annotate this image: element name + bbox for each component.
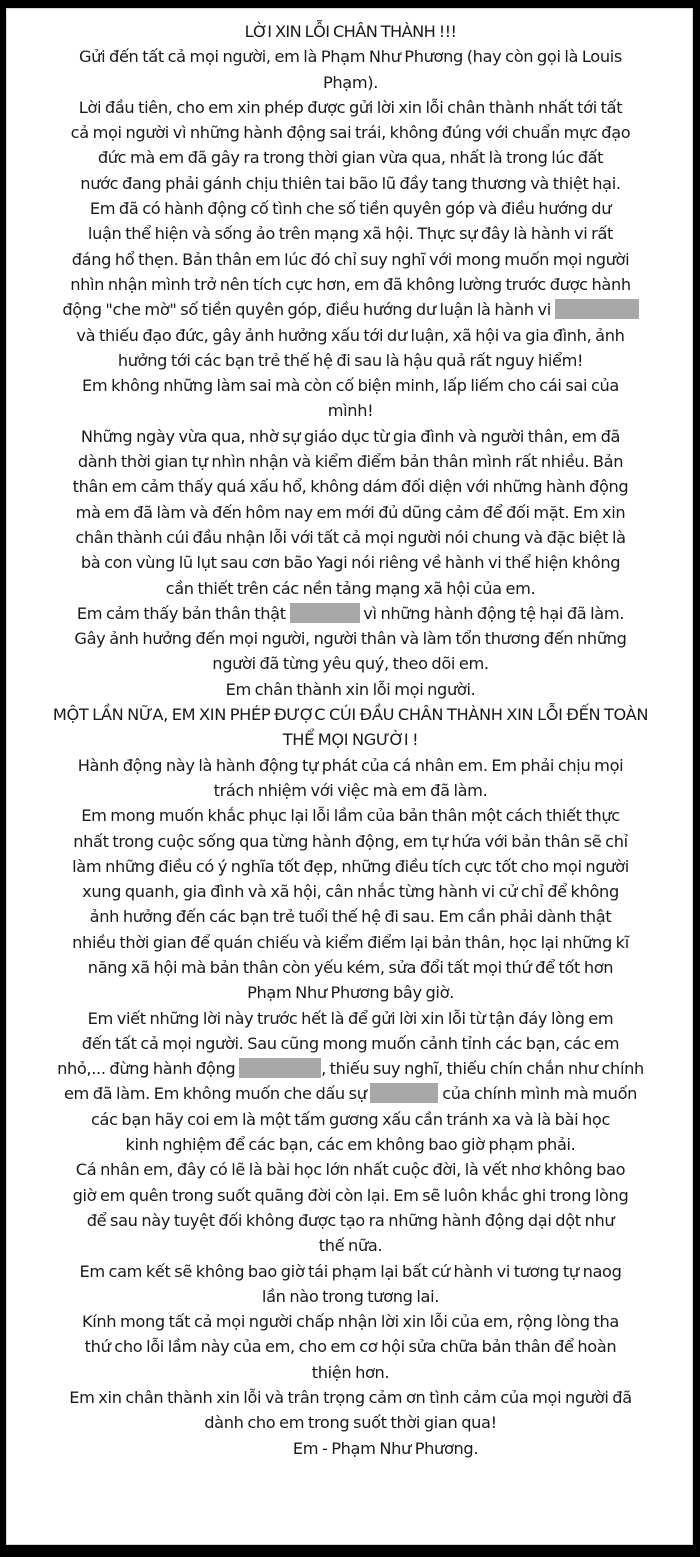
- line-text-before: em đã làm. Em không muốn che dấu sự: [63, 1084, 371, 1104]
- letter-line: trách nhiệm với việc mà em đã làm.: [213, 780, 488, 800]
- letter-body: [7, 19, 694, 1461]
- letter-line: Cá nhân em, đây có lẽ là bài học lớn nhất cuộc đời, là vết nhơ không bao: [75, 1160, 626, 1180]
- letter-line: Hành động này là hành động tự phát của cá nhân em. Em phải chịu mọi: [77, 755, 624, 775]
- letter-line: Kính mong tất cả mọi người chấp nhận lời xin lỗi của em, rộng lòng tha: [81, 1312, 619, 1332]
- letter-line: chân thành cúi đầu nhận lỗi với tất cả mọi người nói chung và đặc biệt là: [75, 527, 626, 547]
- letter-line: Lời đầu tiên, cho em xin phép được gửi lời xin lỗi chân thành nhất tới tất: [78, 97, 623, 117]
- letter-line: để sau này tuyệt đối không được tạo ra những hành động dại dột như: [86, 1210, 615, 1230]
- redaction-box: [555, 299, 639, 319]
- letter-line: năng xã hội mà bản thân còn yếu kém, sửa đổi tất mọi thứ để tốt hơn: [87, 957, 614, 977]
- letter-line: Em xin chân thành xin lỗi và trân trọng cảm ơn tình cảm của mọi người đã: [69, 1388, 632, 1408]
- letter-line: kinh nghiệm để các bạn, các em không bao giờ phạm phải.: [125, 1135, 576, 1155]
- line-text-after: , thiếu suy nghĩ, thiếu chín chắn như chính: [321, 1059, 644, 1079]
- redaction-box: [239, 1058, 321, 1078]
- letter-line: lần nào trong tương lai.: [261, 1286, 440, 1306]
- letter-line: hưởng tới các bạn trẻ thế hệ đi sau là hậu quả rất nguy hiểm!: [117, 350, 584, 370]
- redaction-box: [290, 603, 360, 623]
- letter-line: thân em cảm thấy quá xấu hổ, không dám đối diện với những hành động: [72, 477, 629, 497]
- letter-line: Gửi đến tất cả mọi người, em là Phạm Như Phương (hay còn gọi là Louis: [78, 47, 623, 67]
- letter-line: đức mà em đã gây ra trong thời gian vừa qua, nhất là trong lúc đất: [97, 148, 604, 168]
- line-text-after: của chính mình mà muốn: [438, 1084, 638, 1104]
- letter-line: Phạm).: [322, 72, 379, 92]
- letter-line: mình!: [327, 401, 374, 421]
- letter-line: cả mọi người vì những hành động sai trái, không đúng với chuẩn mực đạo: [70, 123, 631, 143]
- letter-line: Em cam kết sẽ không bao giờ tái phạm lại bất cứ hành vi tương tự naog: [79, 1261, 622, 1281]
- letter-line: Gây ảnh hưởng đến mọi người, người thân và làm tổn thương đến những: [74, 629, 627, 649]
- letter-line: ảnh hưởng đến các bạn trẻ tuổi thế hệ đi sau. Em cần phải dành thật: [89, 907, 612, 927]
- letter-line: Những ngày vừa qua, nhờ sự giáo dục từ gia đình và người thân, em đã: [80, 426, 621, 446]
- letter-line: Em mong muốn khắc phục lại lỗi lầm của bản thân một cách thiết thực: [81, 806, 620, 826]
- letter-line: Em viết những lời này trước hết là để gửi lời xin lỗi từ tận đáy lòng em: [87, 1008, 614, 1028]
- line-text-before: nhỏ,... đừng hành động: [57, 1059, 240, 1079]
- letter-line: dành thời gian tự nhìn nhận và kiểm điểm bản thân mình rất nhiều. Bản: [77, 452, 624, 472]
- letter-line: Em đã có hành động cố tình che số tiền quyên góp và điều hướng dư: [89, 199, 612, 219]
- letter-line: luận thể hiện và sống ảo trên mạng xã hội. Thực sự đây là hành vi rất: [87, 224, 614, 244]
- letter-line: các bạn hãy coi em là một tấm gương xấu cần tránh xa và là bài học: [90, 1109, 611, 1129]
- letter-line: thiện hơn.: [311, 1362, 390, 1382]
- letter-line: MỘT LẦN NỮA, EM XIN PHÉP ĐƯỢC CÚI ĐẦU CHÂN THÀNH XIN LỖI ĐẾN TOÀN: [52, 705, 649, 725]
- letter-line: đến tất cả mọi người. Sau cũng mong muốn cảnh tỉnh các bạn, các em: [81, 1033, 620, 1053]
- letter-line: cần thiết trên các nền tảng mạng xã hội của em.: [165, 578, 536, 598]
- letter-line: đáng hổ thẹn. Bản thân em lúc đó chỉ suy nghĩ với mong muốn mọi người: [71, 249, 630, 269]
- line-text-before: động "che mờ" số tiền quyên góp, điều hướng dư luận là hành vi: [62, 300, 555, 320]
- line-text-before: Em cảm thấy bản thân thật: [76, 603, 290, 623]
- letter-line: thứ cho lỗi lầm này của em, cho em cơ hội sửa chữa bản thân để hoàn: [84, 1337, 617, 1357]
- letter-line: Em không những làm sai mà còn cố biện minh, lấp liếm cho cái sai của: [81, 376, 619, 396]
- letter-line: bà con vùng lũ lụt sau cơn bão Yagi nói riêng về hành vi thể hiện không: [80, 553, 621, 573]
- redaction-box: [370, 1083, 438, 1103]
- letter-line: dành cho em trong suốt thời gian qua!: [204, 1413, 497, 1433]
- letter-title: LỜI XIN LỖI CHÂN THÀNH !!!: [244, 22, 457, 41]
- letter-line: Phạm Như Phương bây giờ.: [247, 983, 454, 1003]
- letter-line: mà em đã làm và đến hôm nay em mới đủ dũng cảm để đối mặt. Em xin: [75, 502, 626, 522]
- letter-line: giờ em quên trong suốt quãng đời còn lại. Em sẽ luôn khắc ghi trong lòng: [72, 1185, 629, 1205]
- letter-line: nhiều thời gian để quán chiếu và kiểm điểm lại bản thân, học lại những kĩ: [72, 932, 629, 952]
- letter-line: nhất trong cuộc sống qua từng hành động, em tự hứa với bản thân sẽ chỉ: [73, 831, 628, 851]
- letter-line: thế nữa.: [318, 1236, 383, 1256]
- letter-line: xung quanh, gia đình và xã hội, cân nhắc từng hành vi cử chỉ để không: [82, 882, 619, 902]
- signature: Em - Phạm Như Phương.: [292, 1438, 479, 1458]
- letter-line: Em chân thành xin lỗi mọi người.: [225, 679, 476, 699]
- letter-line: làm những điều có ý nghĩa tốt đẹp, những điều tích cực tốt cho mọi người: [72, 856, 629, 876]
- letter-line: [7, 1081, 694, 1106]
- line-text-after: vì những hành động tệ hại đã làm.: [359, 603, 625, 623]
- letter-line: và thiếu đạo đức, gây ảnh hưởng xấu tới dư luận, xã hội va gia đình, ảnh: [76, 325, 625, 345]
- letter-line: THỂ MỌI NGƯỜI !: [282, 730, 419, 750]
- letter-line: [7, 1056, 694, 1081]
- letter-line: người đã từng yêu quý, theo dõi em.: [212, 654, 489, 674]
- letter-line: nhìn nhận mình trở nên tích cực hơn, em đã không lường trước được hành: [70, 274, 631, 294]
- apology-letter-page: [6, 8, 693, 1545]
- letter-line: [7, 297, 694, 322]
- letter-line: nước đang phải gánh chịu thiên tai bão lũ đầy tang thương và thiệt hại.: [80, 173, 621, 193]
- letter-line: [7, 601, 694, 626]
